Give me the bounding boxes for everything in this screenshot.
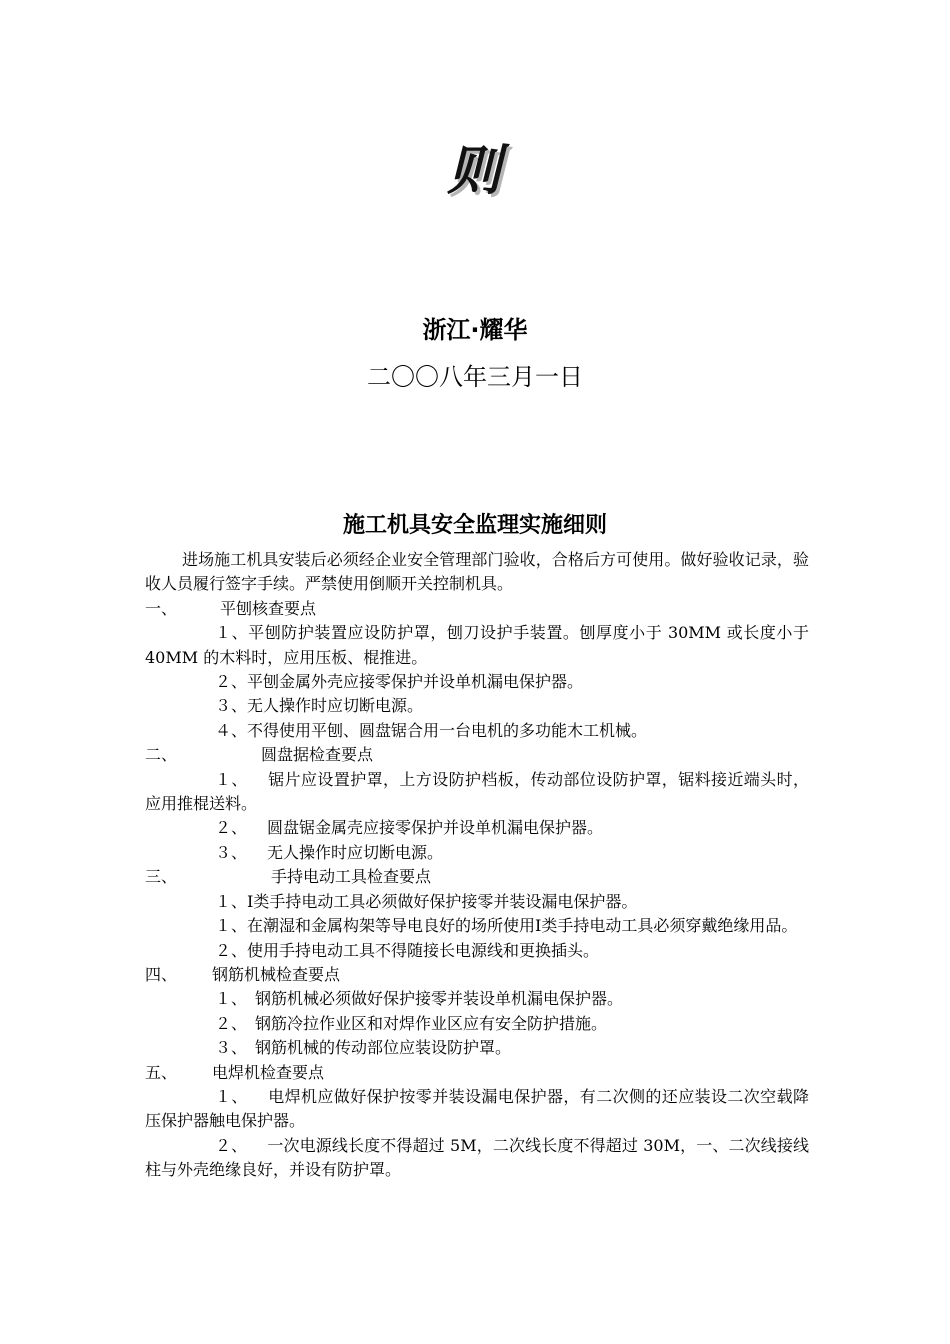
list-item: ３、无人操作时应切断电源。 [215, 696, 424, 716]
item-number: ２、 [215, 818, 248, 838]
item-number: １、 [215, 989, 248, 1009]
item-number: １、 [215, 1086, 248, 1106]
section-heading [145, 963, 809, 987]
list-item [145, 1012, 809, 1036]
list-item [145, 1085, 809, 1134]
item-number: ３、 [215, 1038, 248, 1058]
cover-big-character: 则 [447, 139, 503, 202]
item-number: ３、 [215, 842, 248, 862]
item-number: ２、 [215, 1135, 248, 1155]
document-date: 二〇〇八年三月一日 [367, 363, 583, 391]
section-heading [145, 743, 809, 767]
list-item [145, 1036, 809, 1060]
section-heading [145, 1061, 809, 1085]
list-item [145, 841, 809, 865]
section-heading [145, 865, 809, 889]
item-text: 无人操作时应切断电源。 [267, 842, 444, 862]
item-number: １、 [215, 769, 248, 789]
list-item [145, 1134, 809, 1183]
list-item: ２、平刨金属外壳应接零保护并设单机漏电保护器。 [215, 672, 584, 692]
company-name: 浙江·耀华 [422, 316, 528, 344]
section-title: 圆盘据检查要点 [261, 745, 374, 765]
item-text: 钢筋冷拉作业区和对焊作业区应有安全防护措施。 [255, 1013, 608, 1033]
section-number: 三、 [145, 867, 178, 887]
list-item: １、在潮湿和金属构架等导电良好的场所使用Ⅰ类手持电动工具必须穿戴绝缘用品。 [215, 916, 798, 936]
item-number: ２、 [215, 1013, 248, 1033]
list-item [145, 987, 809, 1011]
document-title: 施工机具安全监理实施细则 [342, 513, 607, 538]
item-text: 钢筋机械必须做好保护接零并装设单机漏电保护器。 [255, 989, 624, 1009]
list-item [145, 768, 809, 817]
list-item: ４、不得使用平刨、圆盘锯合用一台电机的多功能木工机械。 [215, 720, 648, 740]
item-text: 锯片应设置护罩，上方设防护档板，传动部位设防护罩，锯料接近端头时，应用推棍送料。 [145, 769, 809, 814]
item-text: 圆盘锯金属壳应接零保护并设单机漏电保护器。 [267, 818, 604, 838]
list-item: １、Ⅰ类手持电动工具必须做好保护接零并装设漏电保护器。 [215, 891, 638, 911]
section-title: 电焊机检查要点 [212, 1062, 325, 1082]
list-item [145, 816, 809, 840]
section-number: 五、 [145, 1062, 178, 1082]
item-text: 钢筋机械的传动部位应装设防护罩。 [255, 1038, 512, 1058]
document-body [145, 548, 809, 1183]
section-number: 二、 [145, 745, 178, 765]
list-item: １、平刨防护装置应设防护罩，刨刀设护手装置。刨厚度小于 30MM 或长度小于 40MM 的木料时，应用压板、棍推进。 [145, 623, 809, 667]
section-title: 平刨核查要点 [220, 598, 317, 618]
intro-paragraph: 进场施工机具安装后必须经企业安全管理部门验收，合格后方可使用。做好验收记录，验收人员履行签字手续。严禁使用倒顺开关控制机具。 [145, 550, 809, 594]
item-text: 一次电源线长度不得超过 5M，二次线长度不得超过 30M，一、二次线接线柱与外壳绝缘良好，并设有防护罩。 [145, 1135, 809, 1180]
section-number: 一、 [145, 598, 178, 618]
list-item: ２、使用手持电动工具不得随接长电源线和更换插头。 [215, 940, 600, 960]
section-title: 手持电动工具检查要点 [271, 867, 432, 887]
section-number: 四、 [145, 964, 178, 984]
item-text: 电焊机应做好保护按零并装设漏电保护器，有二次侧的还应装设二次空载降压保护器触电保护器。 [145, 1086, 809, 1131]
section-heading [145, 597, 809, 621]
section-title: 钢筋机械检查要点 [212, 964, 341, 984]
